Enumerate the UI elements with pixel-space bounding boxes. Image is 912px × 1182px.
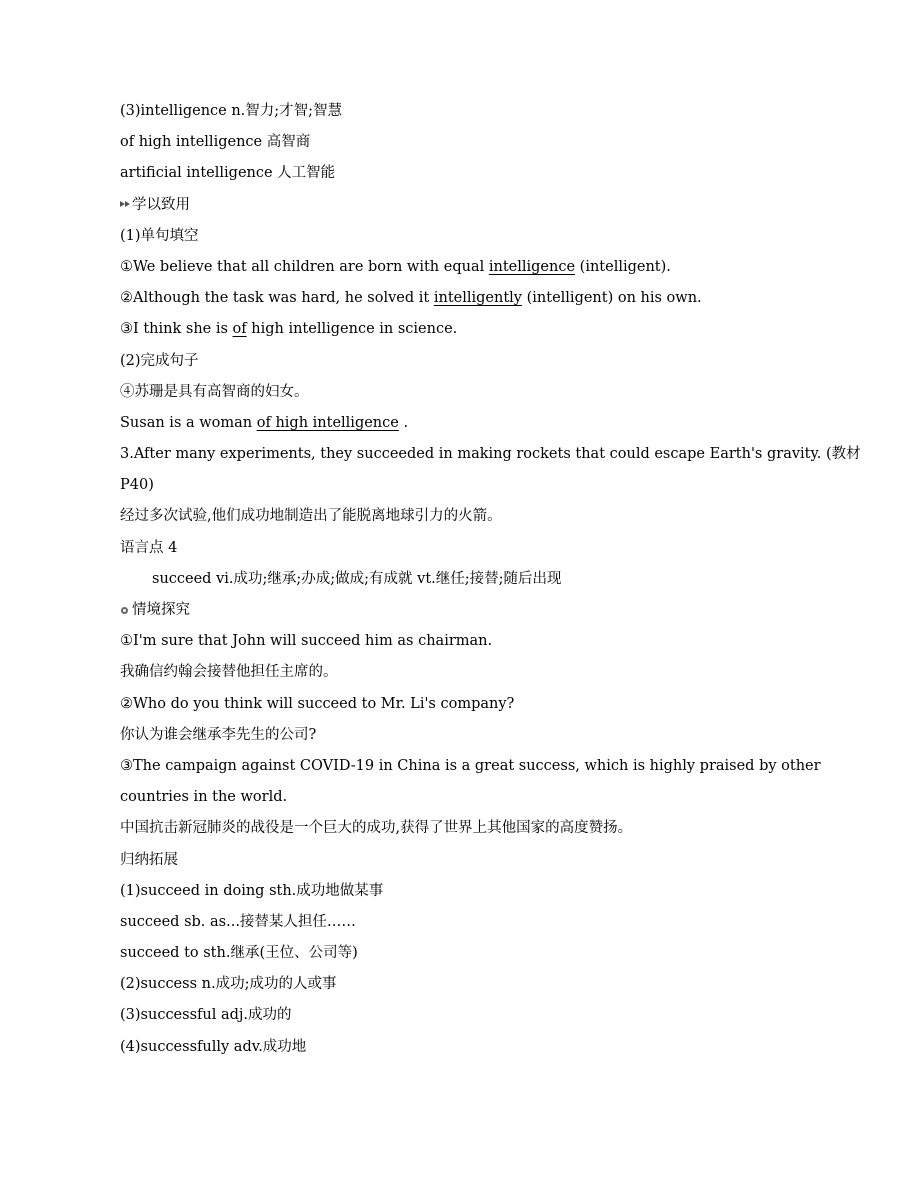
context-example-3: ③The campaign against COVID-19 in China is a great success, which is highly praised by other: [120, 757, 821, 774]
exercise-item-4-english: Susan is a woman of high intelligence .: [120, 414, 409, 431]
summary-item-4: (4)successfully adv.成功地: [120, 1038, 307, 1055]
context-example-3-continued: countries in the world.: [120, 789, 288, 806]
context-example-1: ①I'm sure that John will succeed him as chairman.: [120, 633, 493, 650]
summary-item-1c: succeed to sth.继承(王位、公司等): [120, 945, 358, 962]
answer-blank: of high intelligence: [256, 414, 399, 431]
summary-item-1b: succeed sb. as...接替某人担任……: [120, 913, 356, 930]
exercise-fill-blank-heading: (1)单句填空: [120, 227, 199, 244]
vocab-definition-succeed: succeed vi.成功;继承;办成;做成;有成就 vt.继任;接替;随后出现: [152, 570, 562, 587]
summary-item-1: (1)succeed in doing sth.成功地做某事: [120, 882, 384, 899]
phrase-artificial-intelligence: artificial intelligence 人工智能: [120, 165, 336, 182]
section-context-exploration: 情境探究: [120, 595, 780, 626]
example-sentence-3-translation: 经过多次试验,他们成功地制造出了能脱离地球引力的火箭。: [120, 508, 502, 525]
exercise-item-4-chinese: ④苏珊是具有高智商的妇女。: [120, 383, 309, 400]
exercise-item-1: ①We believe that all children are born with equal intelligence (intelligent).: [120, 258, 671, 275]
answer-blank: of: [232, 321, 247, 338]
circle-bullet-icon: [120, 606, 131, 615]
summary-expansion-heading: 归纳拓展: [120, 851, 178, 868]
summary-item-3: (3)successful adj.成功的: [120, 1007, 292, 1024]
exercise-item-2: ②Although the task was hard, he solved it intelligently (intelligent) on his own.: [120, 290, 702, 307]
example-sentence-3-source: P40): [120, 477, 154, 494]
example-sentence-3: 3.After many experiments, they succeeded in making rockets that could escape Earth's gravity. (教材: [120, 446, 861, 463]
document-page: [120, 96, 861, 1063]
section-apply-learning: 学以致用: [120, 190, 780, 221]
summary-item-2: (2)success n.成功;成功的人或事: [120, 976, 337, 993]
context-example-2: ②Who do you think will succeed to Mr. Li's company?: [120, 695, 515, 712]
phrase-high-intelligence: of high intelligence 高智商: [120, 134, 311, 151]
exercise-item-3: ③I think she is of high intelligence in science.: [120, 321, 458, 338]
context-example-2-translation: 你认为谁会继承李先生的公司?: [120, 726, 317, 743]
answer-blank: intelligence: [488, 258, 576, 275]
double-arrow-icon: [120, 200, 131, 209]
context-example-3-translation: 中国抗击新冠肺炎的战役是一个巨大的成功,获得了世界上其他国家的高度赞扬。: [120, 820, 633, 837]
language-point-heading: 语言点 4: [120, 539, 178, 556]
answer-blank: intelligently: [433, 290, 522, 307]
exercise-complete-sentence-heading: (2)完成句子: [120, 352, 199, 369]
context-example-1-translation: 我确信约翰会接替他担任主席的。: [120, 664, 338, 681]
vocab-heading-intelligence: (3)intelligence n.智力;才智;智慧: [120, 103, 343, 119]
